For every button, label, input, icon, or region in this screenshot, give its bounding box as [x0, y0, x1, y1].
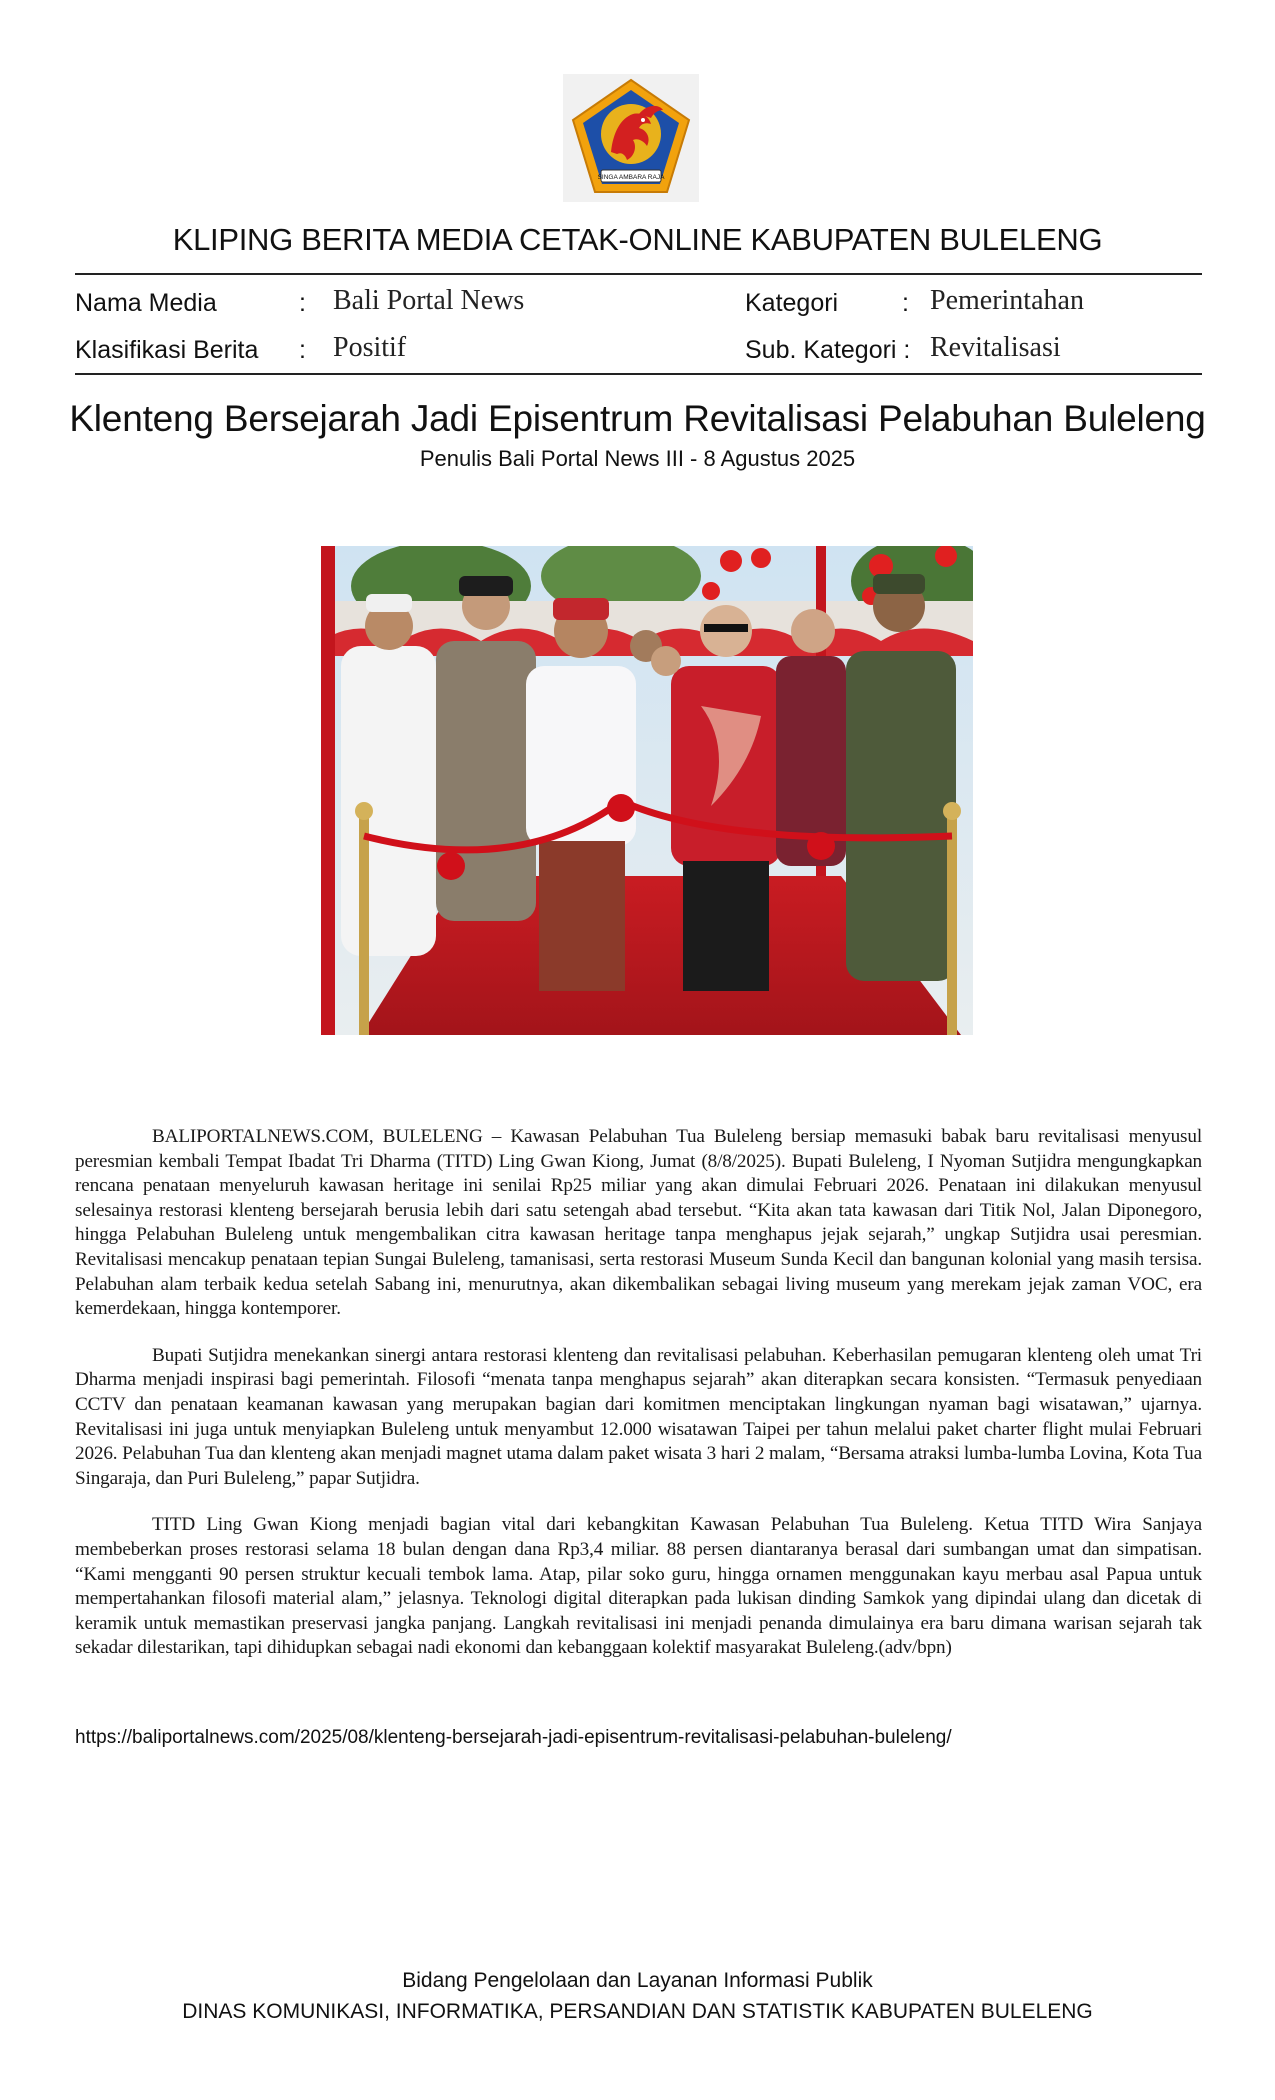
divider-bottom	[75, 373, 1202, 375]
kategori-label-wrap	[745, 287, 838, 318]
colon: :	[299, 336, 306, 364]
kategori-value-wrap	[930, 285, 1084, 317]
subkategori-label: Sub. Kategori :	[745, 336, 911, 364]
subkategori-value: Revitalisasi	[930, 332, 1061, 363]
kategori-label: Kategori	[745, 289, 839, 317]
article-photo	[321, 546, 973, 1035]
article-paragraph: TITD Ling Gwan Kiong menjadi bagian vital dari kebangkitan Kawasan Pelabuhan Tua Buleleng. Ketua TITD Wira Sanjaya membeberkan proses restorasi selama 18 bulan dengan dana Rp3,4 miliar. 88 persen diantaranya berasal dari sumbangan umat dan simpatisan. “Kami mengganti 90 persen struktur kecuali tembok lama. Atap, pilar soko guru, hingga ornamen menggunakan kayu merbau asal Papua untuk mempertahankan filosofi material alam,” jelasnya. Teknologi digital diterapkan pada lukisan dinding Samkok yang dipindai ulang dan dicetak di keramik untuk memastikan preservasi jangka panjang. Langkah revitalisasi ini menjadi penanda dimulainya era baru dimana warisan sejarah tak sekadar dilestarikan, tapi dihidupkan sebagai nadi ekonomi dan kebanggaan kolektif masyarakat Buleleng.(adv/bpn)	[75, 1514, 1202, 1659]
klasifikasi-value: Positif	[333, 332, 407, 363]
article-body	[75, 1125, 1202, 1683]
divider-top	[75, 273, 1202, 275]
footer-agency: DINAS KOMUNIKASI, INFORMATIKA, PERSANDIAN DAN STATISTIK KABUPATEN BULELENG	[182, 2000, 1093, 2023]
media-label: Nama Media	[75, 289, 217, 317]
kategori-colon	[902, 287, 909, 318]
document-title: KLIPING BERITA MEDIA CETAK-ONLINE KABUPATEN BULELENG	[172, 222, 1103, 257]
media-colon	[299, 287, 306, 318]
subkategori-label-wrap	[745, 334, 910, 365]
klasifikasi-value-wrap	[333, 332, 406, 364]
media-value-wrap	[333, 285, 524, 317]
klasifikasi-label: Klasifikasi Berita	[75, 336, 259, 364]
buleleng-emblem-logo	[563, 74, 699, 202]
kategori-value: Pemerintahan	[930, 285, 1084, 316]
subkategori-value-wrap	[930, 332, 1061, 364]
media-value: Bali Portal News	[333, 285, 525, 316]
article-byline: Penulis Bali Portal News III - 8 Agustus 2025	[419, 446, 856, 471]
article-paragraph: Bupati Sutjidra menekankan sinergi antara restorasi klenteng dan revitalisasi pelabuhan. Keberhasilan pemugaran klenteng oleh umat Tri Dharma menjadi inspirasi bagi pemerintah. Filosofi “menata tanpa menghapus sejarah” akan diterapkan secara konsisten. “Termasuk penyediaan CCTV dan penataan keamanan kawasan yang merupakan bagian dari komitmen menciptakan lingkungan nyaman bagi wisatawan,” ujarnya. Revitalisasi ini juga untuk menyiapkan Buleleng untuk menyambut 12.000 wisatawan Taipei per tahun melalui paket charter flight mulai Februari 2026. Pelabuhan Tua dan klenteng akan menjadi magnet utama dalam paket wisata 3 hari 2 malam, “Bersama atraksi lumba-lumba Lovina, Kota Tua Singaraja, dan Puri Buleleng,” papar Sutjidra.	[75, 1344, 1202, 1489]
colon: :	[902, 289, 909, 317]
klasifikasi-label-wrap	[75, 334, 258, 365]
meta-row-media	[75, 287, 217, 318]
footer-department: Bidang Pengelolaan dan Layanan Informasi Publik	[402, 1969, 873, 1992]
source-link[interactable]: https://baliportalnews.com/2025/08/klenteng-bersejarah-jadi-episentrum-revitalisasi-pelabuhan-buleleng/	[75, 1727, 952, 1748]
article-paragraph: BALIPORTALNEWS.COM, BULELENG – Kawasan Pelabuhan Tua Buleleng bersiap memasuki babak baru revitalisasi menyusul peresmian kembali Tempat Ibadat Tri Dharma (TITD) Ling Gwan Kiong, Jumat (8/8/2025). Bupati Buleleng, I Nyoman Sutjidra mengungkapkan rencana penataan menyeluruh kawasan heritage ini senilai Rp25 miliar yang akan dimulai Februari 2026. Penataan ini dilakukan menyusul selesainya restorasi klenteng bersejarah berusia lebih dari satu setengah abad tersebut. “Kita akan tata kawasan dari Titik Nol, Jalan Diponegoro, hingga Pelabuhan Buleleng untuk mengembalikan citra kawasan heritage tanpa menghapus jejak sejarah,” ungkap Sutjidra usai peresmian. Revitalisasi mencakup penataan tepian Sungai Buleleng, tamanisasi, serta restorasi Museum Sunda Kecil dan bangunan kolonial yang masih tersisa. Pelabuhan alam terbaik kedua setelah Sabang ini, menurutnya, akan dikembalikan sebagai living museum yang merekam jejak zaman VOC, era kemerdekaan, hingga kontemporer.	[75, 1126, 1202, 1320]
logo-motto: SINGA AMBARA RAJA	[597, 174, 665, 181]
colon: :	[299, 289, 306, 317]
klasifikasi-colon	[299, 334, 306, 365]
article-headline: Klenteng Bersejarah Jadi Episentrum Revitalisasi Pelabuhan Buleleng	[69, 398, 1206, 439]
